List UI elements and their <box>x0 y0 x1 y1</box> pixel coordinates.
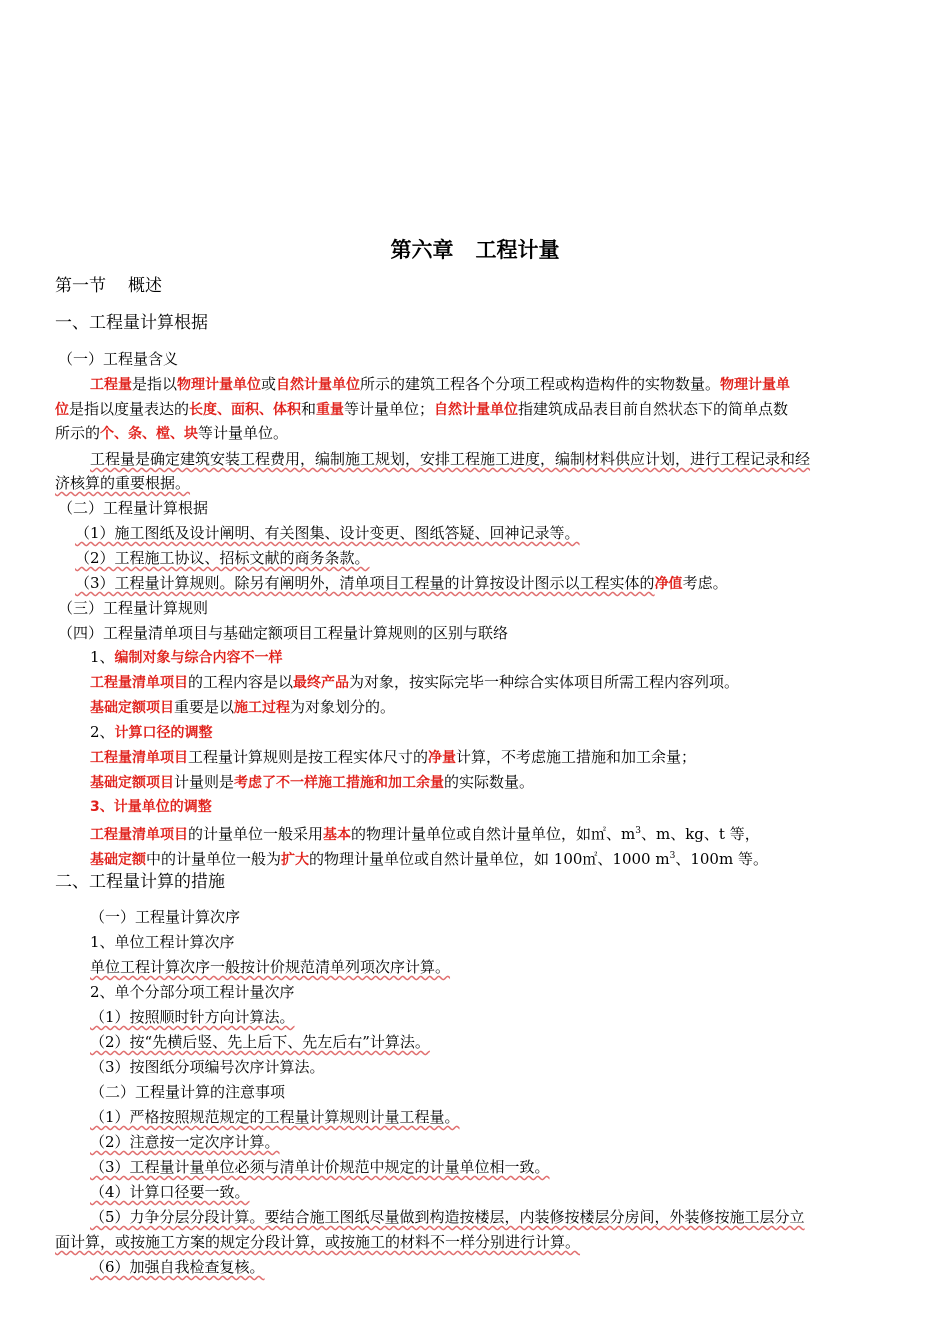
diff-heading-2 <box>90 721 213 744</box>
term: 考虑了不一样施工措施和加工余量 <box>234 775 445 791</box>
term: 物理计量单位 <box>177 377 262 393</box>
diff-1b <box>90 696 395 719</box>
section-heading <box>55 275 162 297</box>
term: 自然计量单位 <box>276 377 361 393</box>
text: 为对象，按实际完毕一种综合实体项目所需工程内容列项。 <box>349 673 740 691</box>
diff-heading-1 <box>90 646 283 669</box>
chapter-name: 工程计量 <box>475 238 560 262</box>
text: 是指以度量表达的 <box>69 400 190 418</box>
term: 、 <box>114 426 129 442</box>
text: （2）工程施工协议、招标文献的商务条款。 <box>75 549 370 567</box>
term: 重量 <box>316 402 345 418</box>
diff-3b <box>90 845 768 871</box>
diff-heading-3 <box>90 795 212 818</box>
text: （6）加强自我检查复核。 <box>90 1258 265 1276</box>
term: 、 <box>170 426 185 442</box>
subheading-2: （二）工程量计算根据 <box>58 499 209 517</box>
term: 条 <box>128 426 143 442</box>
term: 基础定额 <box>90 852 146 868</box>
text: （1）施工图纸及设计阐明、有关图集、设计变更、图纸答疑、回神记录等。 <box>75 524 580 542</box>
term: 樘 <box>156 426 171 442</box>
text: （2）按“先横后竖、先上后下、先左后右”计算法。 <box>90 1033 430 1051</box>
term: 计算口径的调整 <box>114 725 213 741</box>
diff-2a <box>90 746 696 769</box>
text: 单位工程计算次序一般按计价规范清单列项次序计算。 <box>90 958 451 976</box>
list-item: （二）工程量计算的注意事项 <box>90 1083 286 1101</box>
list-item: （3）按图纸分项编号次序计算法。 <box>90 1058 325 1076</box>
chapter-number: 第六章 <box>390 238 454 262</box>
text: （1）按照顺时针方向计算法。 <box>90 1008 295 1026</box>
text: 的实际数量。 <box>444 773 535 791</box>
diff-1a <box>90 671 739 694</box>
subheading-4: （四）工程量清单项目与基础定额项目工程量计算规则的区别与联络 <box>58 624 509 642</box>
term: 个 <box>100 426 115 442</box>
list-item <box>75 572 728 595</box>
term: 最终产品 <box>293 675 350 691</box>
term: 基本 <box>323 827 352 843</box>
text: 、m、kg、t 等， <box>640 825 760 843</box>
text: 的工程内容是以 <box>188 673 294 691</box>
text: 等计量单位。 <box>198 424 289 442</box>
superscript: 3 <box>669 851 676 861</box>
paragraph-5-line-2 <box>55 1231 580 1253</box>
term: 3、计量单位的调整 <box>90 799 212 815</box>
list-item: 1、单位工程计算次序 <box>90 933 235 951</box>
diff-3a <box>90 820 760 846</box>
list-item <box>90 1031 430 1053</box>
text: （3）工程量计量单位必须与清单计价规范中规定的计量单位相一致。 <box>90 1158 550 1176</box>
text: 重要是以 <box>174 698 235 716</box>
section-name: 概述 <box>128 276 162 296</box>
list-item <box>90 1106 460 1128</box>
text: 的计量单位一般采用 <box>188 825 324 843</box>
heading-one: 一、工程量计算根据 <box>55 313 208 333</box>
text: 济核算的重要根据。 <box>55 474 191 492</box>
text: 、100m 等。 <box>675 850 768 868</box>
text: 指建筑成品表目前自然状态下的简单点数 <box>518 400 789 418</box>
paragraph-2-line-2 <box>55 472 190 494</box>
term: 物理计量单 <box>720 377 791 393</box>
list-item <box>90 956 450 978</box>
text: 和 <box>301 400 317 418</box>
text: （1）严格按照规范规定的工程量计算规则计量工程量。 <box>90 1108 460 1126</box>
text: 所示的 <box>55 424 101 442</box>
text: （2）注意按一定次序计算。 <box>90 1133 280 1151</box>
text: 工程量计算规则是按工程实体尺寸的 <box>188 748 429 766</box>
text: 中的计量单位一般为 <box>146 850 282 868</box>
term: 、 <box>259 402 274 418</box>
chapter-title <box>0 236 950 264</box>
term: 基础定额项目 <box>90 700 174 716</box>
paragraph-1-line-3 <box>55 422 288 445</box>
text: 考虑。 <box>682 574 728 592</box>
term: 位 <box>55 402 69 418</box>
term: 面积 <box>231 402 260 418</box>
heading-two: 二、工程量计算的措施 <box>55 872 225 892</box>
term: 、 <box>142 426 157 442</box>
term: 工程量清单项目 <box>90 827 188 843</box>
list-item: （一）工程量计算次序 <box>90 908 241 926</box>
term: 块 <box>184 426 199 442</box>
list-item <box>90 1006 295 1028</box>
text: 所示的建筑工程各个分项工程或构造构件的实物数量。 <box>360 375 721 393</box>
term: 工程量清单项目 <box>90 750 188 766</box>
diff-2b <box>90 771 534 794</box>
term: 、 <box>217 402 232 418</box>
text: （5）力争分层分段计算。要结合施工图纸尽量做到构造按楼层，内装修按楼层分房间，外装修按施工层分立 <box>90 1208 805 1226</box>
list-item <box>75 547 370 569</box>
list-item <box>90 1131 280 1153</box>
section-number: 第一节 <box>55 276 106 296</box>
term: 工程量 <box>90 377 132 393</box>
term: 基础定额项目 <box>90 775 174 791</box>
paragraph-2-line-1 <box>90 448 810 470</box>
term: 编制对象与综合内容不一样 <box>114 650 283 666</box>
term: 扩大 <box>281 852 310 868</box>
list-item: 2、单个分部分项工程计量次序 <box>90 983 295 1001</box>
list-item <box>90 1156 550 1178</box>
list-item <box>90 1181 250 1203</box>
superscript: 3 <box>635 826 641 836</box>
text: 为对象划分的。 <box>290 698 396 716</box>
term: 长度 <box>189 402 218 418</box>
term: 体积 <box>273 402 302 418</box>
subheading-3: （三）工程量计算规则 <box>58 599 209 617</box>
paragraph-5-line-1 <box>90 1206 805 1228</box>
term: 施工过程 <box>234 700 291 716</box>
subheading-1: （一）工程量含义 <box>58 350 179 368</box>
text: 的物理计量单位或自然计量单位，如 100㎡、1000 m <box>309 850 670 868</box>
term: 净值 <box>654 576 683 592</box>
list-item <box>75 522 580 544</box>
text: 工程量是确定建筑安装工程费用，编制施工规划，安排工程施工进度，编制材料供应计划，进行工程记录和经 <box>90 450 811 468</box>
text: 或 <box>261 375 277 393</box>
text: 等计量单位； <box>344 400 435 418</box>
text: 是指以 <box>132 375 178 393</box>
text: 计量则是 <box>174 773 235 791</box>
text: （4）计算口径要一致。 <box>90 1183 250 1201</box>
text: （3）工程量计算规则。除另有阐明外，清单项目工程量的计算按设计图示以工程实体的 <box>75 574 655 592</box>
list-item <box>90 1256 265 1278</box>
term: 工程量清单项目 <box>90 675 188 691</box>
number: 1、 <box>90 648 115 666</box>
paragraph-1-line-2 <box>55 398 788 421</box>
text: 计算，不考虑施工措施和加工余量； <box>456 748 697 766</box>
paragraph-1-line-1 <box>90 373 790 396</box>
term: 自然计量单位 <box>434 402 519 418</box>
number: 2、 <box>90 723 115 741</box>
text: 的物理计量单位或自然计量单位，如㎡、m <box>351 825 636 843</box>
term: 净量 <box>428 750 457 766</box>
text: 面计算，或按施工方案的规定分段计算，或按施工的材料不一样分别进行计算。 <box>55 1233 581 1251</box>
